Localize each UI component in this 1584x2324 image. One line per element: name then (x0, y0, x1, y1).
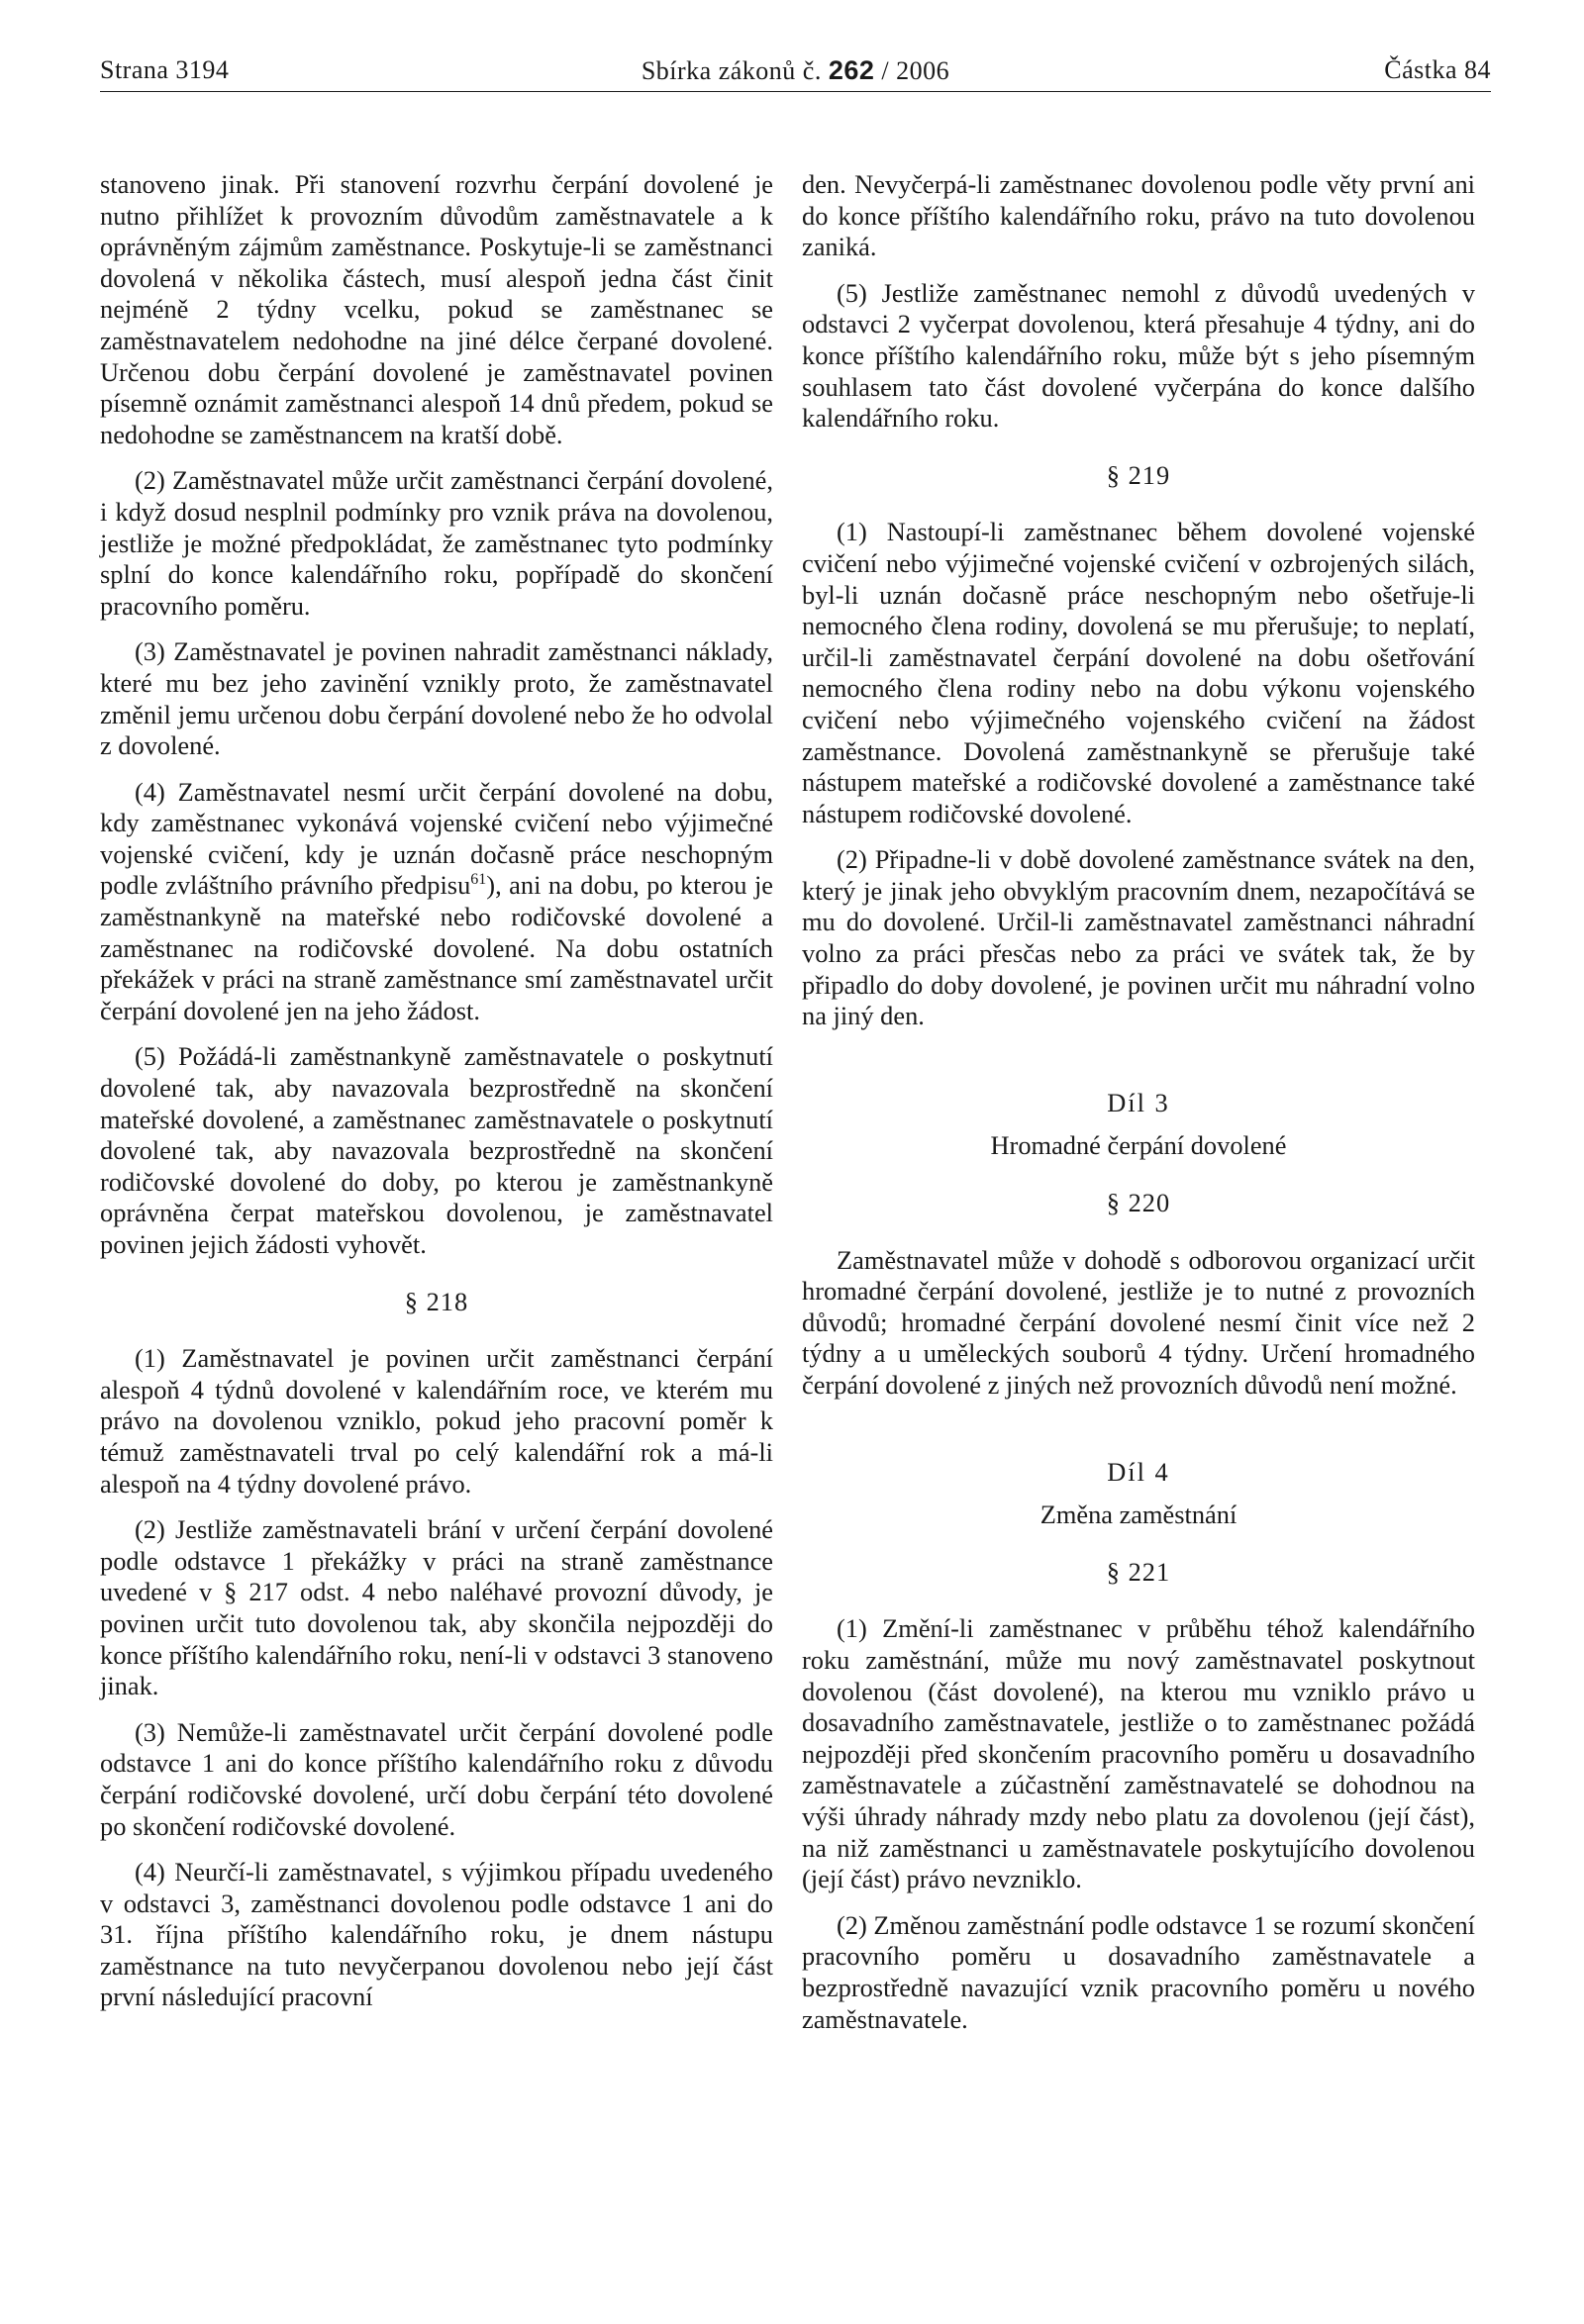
part-title-4: Změna zaměstnání (1040, 1500, 1238, 1530)
page-number: Strana 3194 (100, 55, 230, 84)
paragraph-221-2: (2) Změnou zaměstnání podle odstavce 1 se rozumí skončení pracovního poměru u dosavadního zaměstnavatele a bezprostředně navazující vznik pracovního poměru u nového zaměstnavatele. (802, 1909, 1475, 2034)
paragraph-219-2: (2) Připadne-li v době dovolené zaměstnance svátek na den, který je jinak jeho obvyklým pracovním dnem, nezapočítává se mu do dovolené. Určil-li zaměstnavatel zaměstnanci náhradní volno za práci přesčas nebo za práci ve svátek tak, že by připadlo do doby dovolené, je povinen určit mu náhradní volno na jiný den. (802, 844, 1475, 1031)
paragraph-217-2: (2) Zaměstnavatel může určit zaměstnanci čerpání dovolené, i když dosud nesplnil podmínky pro vznik práva na dovolenou, jestliže je možné předpokládat, že zaměstnanec tyto podmínky splní do konce kalendářního roku, popřípadě do skončení pracovního poměru. (100, 465, 773, 621)
section-heading-221: § 221 (1106, 1556, 1171, 1587)
right-column (802, 169, 1475, 2050)
paragraph-217-4-text-b: ), ani na dobu, po kterou je zaměstnankyně na mateřské nebo rodičovské dovolené a zaměstnanec na rodičovské dovolené. Na dobu ostatních překážek v práci na straně zaměstnance smí zaměstnavatel určit čerpání dovolené jen na jeho žádost. (100, 870, 773, 1025)
paragraph-217-5: (5) Požádá-li zaměstnankyně zaměstnavatele o poskytnutí dovolené tak, aby navazovala bezprostředně na skončení mateřské dovolené, a zaměstnanec zaměstnavatele o poskytnutí dovolené tak, aby navazovala bezprostředně na skončení rodičovské dovolené do doby, po kterou je zaměstnankyně oprávněna čerpat mateřskou dovolenou, je zaměstnavatel povinen jejich žádosti vyhovět. (100, 1041, 773, 1259)
paragraph-continuation: stanoveno jinak. Při stanovení rozvrhu čerpání dovolené je nutno přihlížet k provozním důvodům zaměstnavatele a k oprávněným zájmům zaměstnance. Poskytuje-li se zaměstnanci dovolená v několika částech, musí alespoň jedna část činit nejméně 2 týdny vcelku, pokud se zaměstnanec se zaměstnavatelem nedohodne na jiné délce čerpané dovolené. Určenou dobu čerpání dovolené je zaměstnavatel povinen písemně oznámit zaměstnanci alespoň 14 dnů předem, pokud se nedohodne se zaměstnancem na kratší době. (100, 169, 773, 449)
paragraph-218-5: (5) Jestliže zaměstnanec nemohl z důvodů uvedených v odstavci 2 vyčerpat dovolenou, která přesahuje 4 týdny, ani do konce příštího kalendářního roku, může být s jeho písemným souhlasem tato část dovolené vyčerpána do konce dalšího kalendářního roku. (802, 277, 1475, 434)
section-heading-220: § 220 (1106, 1188, 1171, 1218)
paragraph-218-3: (3) Nemůže-li zaměstnavatel určit čerpání dovolené podle odstavce 1 ani do konce příštího kalendářního roku z důvodu čerpání rodičovské dovolené, určí dobu čerpání této dovolené po skončení rodičovské dovolené. (100, 1716, 773, 1841)
part-title-3: Hromadné čerpání dovolené (990, 1130, 1287, 1161)
paragraph-220: Zaměstnavatel může v dohodě s odborovou organizací určit hromadné čerpání dovolené, jestliže je to nutné z provozních důvodů; hromadné čerpání dovolené nesmí činit více než 2 týdny a u uměleckých souborů 4 týdny. Určení hromadného čerpání dovolené z jiných než provozních důvodů není možné. (802, 1244, 1475, 1400)
header-rule (100, 91, 1491, 92)
collection-name: Sbírka zákonů č. (641, 56, 829, 85)
paragraph-218-2: (2) Jestliže zaměstnavateli brání v určení čerpání dovolené podle odstavce 1 překážky v práci na straně zaměstnance uvedené v § 217 odst. 4 nebo naléhavé provozní důvody, je povinen určit tuto dovolenou tak, aby skončila nejpozději do konce příštího kalendářního roku, není-li v odstavci 3 stanoveno jinak. (100, 1514, 773, 1701)
part-heading-3: Díl 3 (1107, 1087, 1170, 1117)
paragraph-221-1: (1) Změní-li zaměstnanec v průběhu téhož kalendářního roku zaměstnání, může mu nový zaměstnavatel poskytnout dovolenou (část dovolené), na kterou mu vzniklo právo u dosavadního zaměstnavatele, jestliže o to zaměstnanec požádá nejpozději před skončením pracovního poměru u dosavadního zaměstnavatele a zúčastnění zaměstnavatelé se dohodnou na výši úhrady náhrady mzdy nebo platu za dovolenou (její část), na niž zaměstnanci u zaměstnavatele poskytujícího dovolenou (její část) právo nevzniklo. (802, 1613, 1475, 1894)
collection-year: / 2006 (874, 56, 950, 85)
paragraph-217-4-text-a: (4) Zaměstnavatel nesmí určit čerpání dovolené na dobu, kdy zaměstnanec vykonává vojenské cvičení nebo výjimečné vojenské cvičení, kdy je uznán dočasně práce neschopným podle zvláštního právního předpisu (100, 776, 773, 901)
section-heading-219: § 219 (1106, 459, 1171, 490)
collection-title (100, 51, 1491, 90)
law-number: 262 (828, 55, 875, 85)
part-heading-4: Díl 4 (1107, 1456, 1170, 1487)
left-column (100, 169, 773, 2028)
paragraph-218-4: (4) Neurčí-li zaměstnavatel, s výjimkou případu uvedeného v odstavci 3, zaměstnanci dovolenou podle odstavce 1 ani do 31. října příštího kalendářního roku, je dnem nástupu zaměstnance na tuto nevyčerpanou dovolenou nebo její část první následující pracovní (100, 1857, 773, 2012)
paragraph-217-4 (100, 777, 773, 1027)
section-heading-218: § 218 (404, 1286, 469, 1316)
footnote-ref: 61 (470, 871, 487, 889)
paragraph-219-1: (1) Nastoupí-li zaměstnanec během dovolené vojenské cvičení nebo výjimečné vojenské cvičení v ozbrojených silách, byl-li uznán dočasně práce neschopným nebo ošetřuje-li nemocného člena rodiny, dovolená se mu přerušuje; to neplatí, určil-li zaměstnavatel čerpání dovolené na dobu ošetřování nemocného člena rodiny nebo na dobu výkonu vojenského cvičení nebo výjimečného vojenského cvičení na žádost zaměstnance. Dovolená zaměstnankyně se přerušuje také nástupem mateřské a rodičovské dovolené a zaměstnance také nástupem rodičovské dovolené. (802, 517, 1475, 828)
paragraph-218-4-continuation: den. Nevyčerpá-li zaměstnanec dovolenou podle věty první ani do konce příštího kalendářního roku, právo na tuto dovolenou zaniká. (802, 169, 1475, 262)
paragraph-218-1: (1) Zaměstnavatel je povinen určit zaměstnanci čerpání alespoň 4 týdnů dovolené v kalendářním roce, ve kterém mu právo na dovolenou vzniklo, pokud jeho pracovní poměr k témuž zaměstnavateli trval po celý kalendářní rok a má-li alespoň na 4 týdny dovolené právo. (100, 1343, 773, 1499)
paragraph-217-3: (3) Zaměstnavatel je povinen nahradit zaměstnanci náklady, které mu bez jeho zavinění vznikly proto, že zaměstnavatel změnil jemu určenou dobu čerpání dovolené nebo že ho odvolal z dovolené. (100, 636, 773, 761)
page-header (100, 51, 1491, 89)
issue-part: Částka 84 (1384, 55, 1491, 84)
